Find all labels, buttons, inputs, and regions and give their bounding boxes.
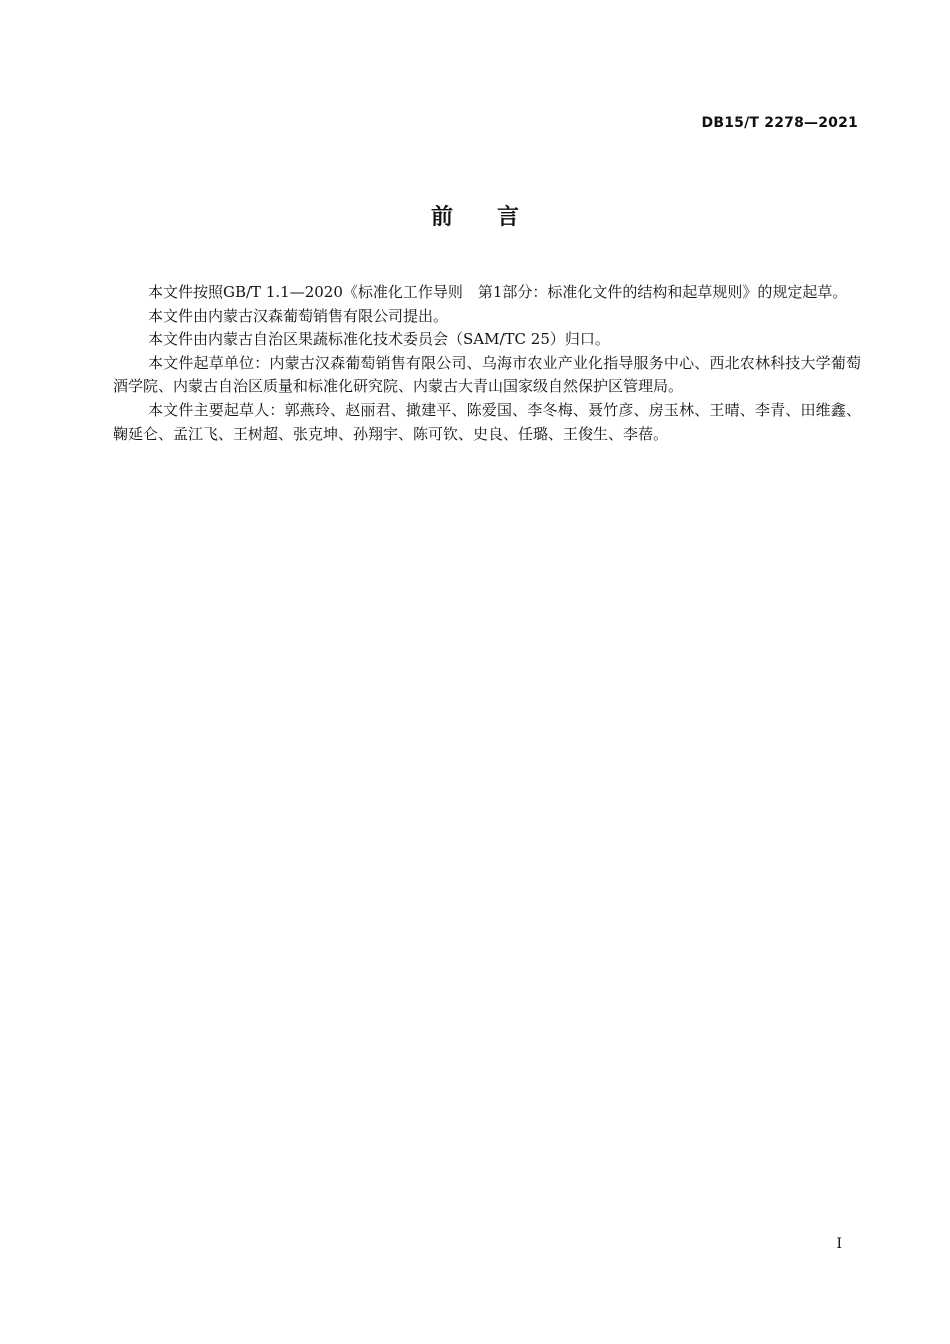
paragraph-drafters: 本文件主要起草人：郭燕玲、赵丽君、撖建平、陈爱国、李冬梅、聂竹彦、房玉林、王晴、李青、田维鑫、鞠延仑、孟江飞、王树超、张克坤、孙翔宇、陈可钦、史良、任璐、王俊生、李蓓。 — [113, 400, 861, 443]
paragraph-drafting-units: 本文件起草单位：内蒙古汉森葡萄销售有限公司、乌海市农业产业化指导服务中心、西北农林科技大学葡萄酒学院、内蒙古自治区质量和标准化研究院、内蒙古大青山国家级自然保护区管理局。 — [113, 353, 861, 396]
paragraph-drafting-rules: 本文件按照GB/T 1.1—2020《标准化工作导则 第1部分：标准化文件的结构和起草规则》的规定起草。 — [148, 283, 848, 301]
page-number: I — [836, 1236, 842, 1252]
page-title: 前言 — [430, 205, 563, 230]
paragraph-committee: 本文件由内蒙古自治区果蔬标准化技术委员会（SAM/TC 25）归口。 — [148, 330, 610, 349]
paragraph-proposer: 本文件由内蒙古汉森葡萄销售有限公司提出。 — [148, 306, 449, 325]
document-code: DB15/T 2278—2021 — [701, 115, 858, 131]
foreword-body — [113, 281, 861, 446]
